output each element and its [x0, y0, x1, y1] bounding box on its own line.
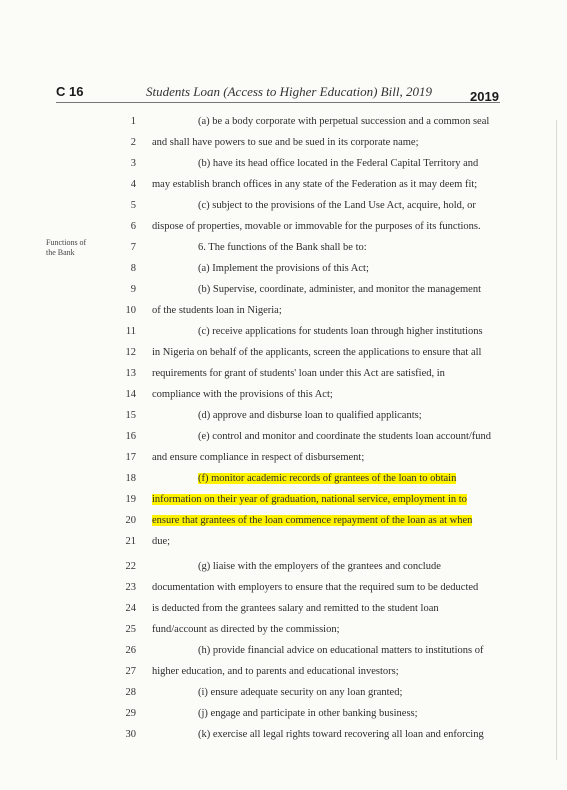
text-line — [0, 536, 567, 554]
line-number: 29 — [125, 708, 136, 719]
line-number: 8 — [130, 263, 136, 274]
text-line — [0, 284, 567, 302]
line-number: 25 — [125, 624, 136, 635]
line-number: 9 — [130, 284, 136, 295]
line-text: (b) Supervise, coordinate, administer, and monitor the management — [198, 284, 481, 295]
text-line — [0, 452, 567, 470]
text-line — [0, 200, 567, 218]
line-text: of the students loan in Nigeria; — [152, 305, 282, 316]
line-text: (a) be a body corporate with perpetual succession and a common seal — [198, 116, 490, 127]
line-text: is deducted from the grantees salary and remitted to the student loan — [152, 603, 439, 614]
line-number: 4 — [130, 179, 136, 190]
line-text: and shall have powers to sue and be sued in its corporate name; — [152, 137, 419, 148]
text-line — [0, 431, 567, 449]
text-line — [0, 515, 567, 533]
line-text: (a) Implement the provisions of this Act; — [198, 263, 369, 274]
line-text: fund/account as directed by the commission; — [152, 624, 340, 635]
text-line — [0, 729, 567, 747]
line-number: 20 — [125, 515, 136, 526]
line-number: 13 — [125, 368, 136, 379]
line-text: (k) exercise all legal rights toward recovering all loan and enforcing — [198, 729, 484, 740]
highlighted-text: information on their year of graduation, national service, employment in to — [152, 494, 467, 505]
line-text: due; — [152, 536, 171, 547]
line-text: (h) provide financial advice on educational matters to institutions of — [198, 645, 484, 656]
line-text: compliance with the provisions of this Act; — [152, 389, 333, 400]
text-line — [0, 305, 567, 323]
text-line — [0, 347, 567, 365]
text-line — [0, 708, 567, 726]
highlighted-text: (f) monitor academic records of grantees of the loan to obtain — [198, 473, 457, 484]
text-line — [0, 242, 567, 260]
line-number: 17 — [125, 452, 136, 463]
text-line — [0, 263, 567, 281]
text-line — [0, 116, 567, 134]
line-number: 21 — [125, 536, 136, 547]
line-text: (g) liaise with the employers of the grantees and conclude — [198, 561, 441, 572]
line-number: 19 — [125, 494, 136, 505]
line-text: and ensure compliance in respect of disbursement; — [152, 452, 365, 463]
line-number: 15 — [125, 410, 136, 421]
text-line — [0, 368, 567, 386]
page-edge — [556, 120, 557, 760]
line-text: in Nigeria on behalf of the applicants, screen the applications to ensure that all — [152, 347, 482, 358]
text-line — [0, 410, 567, 428]
line-number: 5 — [130, 200, 136, 211]
line-number: 2 — [130, 137, 136, 148]
line-number: 24 — [125, 603, 136, 614]
line-text: (b) have its head office located in the Federal Capital Territory and — [198, 158, 479, 169]
text-line — [0, 158, 567, 176]
line-text: (c) subject to the provisions of the Land Use Act, acquire, hold, or — [198, 200, 476, 211]
line-number: 12 — [125, 347, 136, 358]
text-line — [0, 687, 567, 705]
text-line — [0, 645, 567, 663]
line-number: 11 — [125, 326, 136, 337]
line-number: 14 — [125, 389, 136, 400]
text-line — [0, 582, 567, 600]
highlighted-text: ensure that grantees of the loan commence repayment of the loan as at when — [152, 515, 473, 526]
text-line — [0, 624, 567, 642]
text-line — [0, 221, 567, 239]
running-title: Students Loan (Access to Higher Education) Bill, 2019 — [146, 84, 432, 99]
line-number: 10 — [125, 305, 136, 316]
header-rule — [56, 102, 500, 103]
line-number: 7 — [130, 242, 136, 253]
line-number: 6 — [130, 221, 136, 232]
text-line — [0, 494, 567, 512]
line-number: 22 — [125, 561, 136, 572]
line-number: 1 — [130, 116, 136, 127]
line-number: 3 — [130, 158, 136, 169]
line-text: (j) engage and participate in other banking business; — [198, 708, 418, 719]
line-number: 26 — [125, 645, 136, 656]
line-text: (i) ensure adequate security on any loan granted; — [198, 687, 403, 698]
line-text: dispose of properties, movable or immovable for the purposes of its functions. — [152, 221, 481, 232]
line-text: (d) approve and disburse loan to qualified applicants; — [198, 410, 422, 421]
line-text: higher education, and to parents and educational investors; — [152, 666, 399, 677]
text-line — [0, 666, 567, 684]
text-line — [0, 137, 567, 155]
text-line — [0, 473, 567, 491]
line-text: (c) receive applications for students loan through higher institutions — [198, 326, 483, 337]
line-number: 16 — [125, 431, 136, 442]
margin-note-line: the Bank — [46, 248, 75, 257]
line-text: 6. The functions of the Bank shall be to: — [198, 242, 367, 253]
line-text: (e) control and monitor and coordinate the students loan account/fund — [198, 431, 492, 442]
line-number: 28 — [125, 687, 136, 698]
text-line — [0, 389, 567, 407]
line-text: may establish branch offices in any state of the Federation as it may deem fit; — [152, 179, 478, 190]
page-year: 2019 — [470, 89, 499, 104]
text-line — [0, 603, 567, 621]
margin-note-line: Functions of — [46, 238, 87, 247]
page-identifier: C 16 — [56, 84, 84, 99]
text-line — [0, 326, 567, 344]
line-text: documentation with employers to ensure that the required sum to be deducted — [152, 582, 479, 593]
line-number: 18 — [125, 473, 136, 484]
text-line — [0, 179, 567, 197]
text-line — [0, 561, 567, 579]
line-text: requirements for grant of students' loan under this Act are satisfied, in — [152, 368, 445, 379]
line-number: 23 — [125, 582, 136, 593]
line-number: 27 — [125, 666, 136, 677]
line-number: 30 — [125, 729, 136, 740]
